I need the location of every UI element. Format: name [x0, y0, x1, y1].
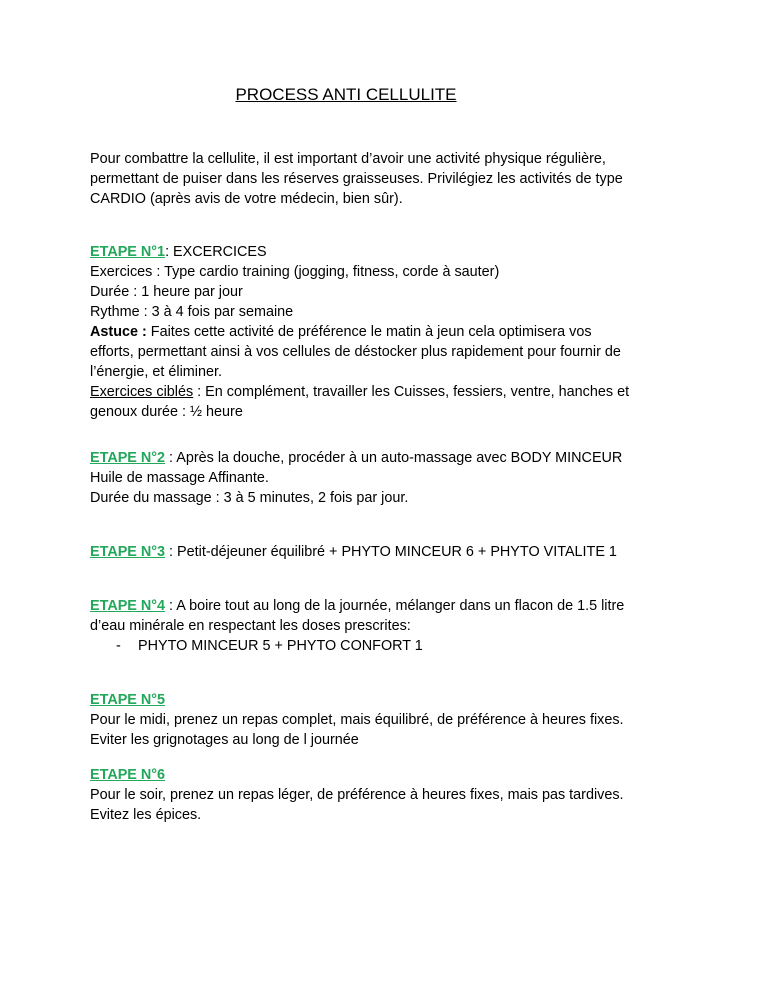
etape-6-label: ETAPE N°6	[90, 767, 166, 783]
etape-4-label: ETAPE N°4	[90, 598, 166, 614]
exercices-cibles-text: : En complément, travailler les Cuisses, fessiers, ventre, hanches et	[193, 384, 630, 400]
etape-2-line: Durée du massage : 3 à 5 minutes, 2 fois par jour.	[90, 490, 409, 506]
etape-6-line: Evitez les épices.	[90, 807, 202, 823]
etape-5-label: ETAPE N°5	[90, 692, 166, 708]
astuce-label: Astuce :	[90, 324, 147, 340]
etape-4-line: d’eau minérale en respectant les doses prescrites:	[90, 618, 411, 634]
astuce-text: efforts, permettant ainsi à vos cellules de déstocker plus rapidement pour fournir de	[90, 344, 621, 360]
astuce-text: l’énergie, et éliminer.	[90, 364, 222, 380]
exercices-cibles-label: Exercices ciblés	[90, 384, 194, 400]
etape-1-line: Rythme : 3 à 4 fois par semaine	[90, 304, 294, 320]
etape-6-line: Pour le soir, prenez un repas léger, de préférence à heures fixes, mais pas tardives.	[90, 787, 624, 803]
etape-1-line: Durée : 1 heure par jour	[90, 284, 243, 300]
etape-5-line: Eviter les grignotages au long de l journée	[90, 732, 359, 748]
etape-2-line: Huile de massage Affinante.	[90, 470, 269, 486]
astuce-text: Faites cette activité de préférence le matin à jeun cela optimisera vos	[146, 324, 592, 340]
etape-5-line: Pour le midi, prenez un repas complet, mais équilibré, de préférence à heures fixes.	[90, 712, 624, 728]
etape-1-label: ETAPE N°1	[90, 244, 166, 260]
page-title: PROCESS ANTI CELLULITE	[235, 85, 457, 104]
intro-line: CARDIO (après avis de votre médecin, bien sûr).	[90, 191, 403, 207]
etape-6-section	[90, 765, 690, 825]
bullet-dash: -	[116, 638, 121, 654]
etape-2-text: : Après la douche, procéder à un auto-massage avec BODY MINCEUR	[165, 450, 623, 466]
etape-3-section	[90, 542, 690, 562]
etape-1-section	[90, 242, 690, 422]
etape-4-text: : A boire tout au long de la journée, mélanger dans un flacon de 1.5 litre	[165, 598, 625, 614]
etape-1-line: Exercices : Type cardio training (jogging, fitness, corde à sauter)	[90, 264, 500, 280]
etape-5-section	[90, 690, 690, 750]
etape-2-section	[90, 448, 690, 508]
intro-line: Pour combattre la cellulite, il est important d’avoir une activité physique régulière,	[90, 151, 606, 167]
etape-3-text: : Petit-déjeuner équilibré + PHYTO MINCEUR 6 + PHYTO VITALITE 1	[165, 544, 617, 560]
intro-paragraph	[90, 149, 690, 209]
etape-4-section	[90, 596, 690, 656]
bullet-text: PHYTO MINCEUR 5 + PHYTO CONFORT 1	[138, 638, 423, 654]
etape-3-label: ETAPE N°3	[90, 544, 166, 560]
etape-4-bullet	[90, 636, 690, 656]
exercices-cibles-text: genoux durée : ½ heure	[90, 404, 243, 420]
etape-2-label: ETAPE N°2	[90, 450, 166, 466]
intro-line: permettant de puiser dans les réserves graisseuses. Privilégiez les activités de type	[90, 171, 623, 187]
etape-1-heading: : EXCERCICES	[165, 244, 267, 260]
